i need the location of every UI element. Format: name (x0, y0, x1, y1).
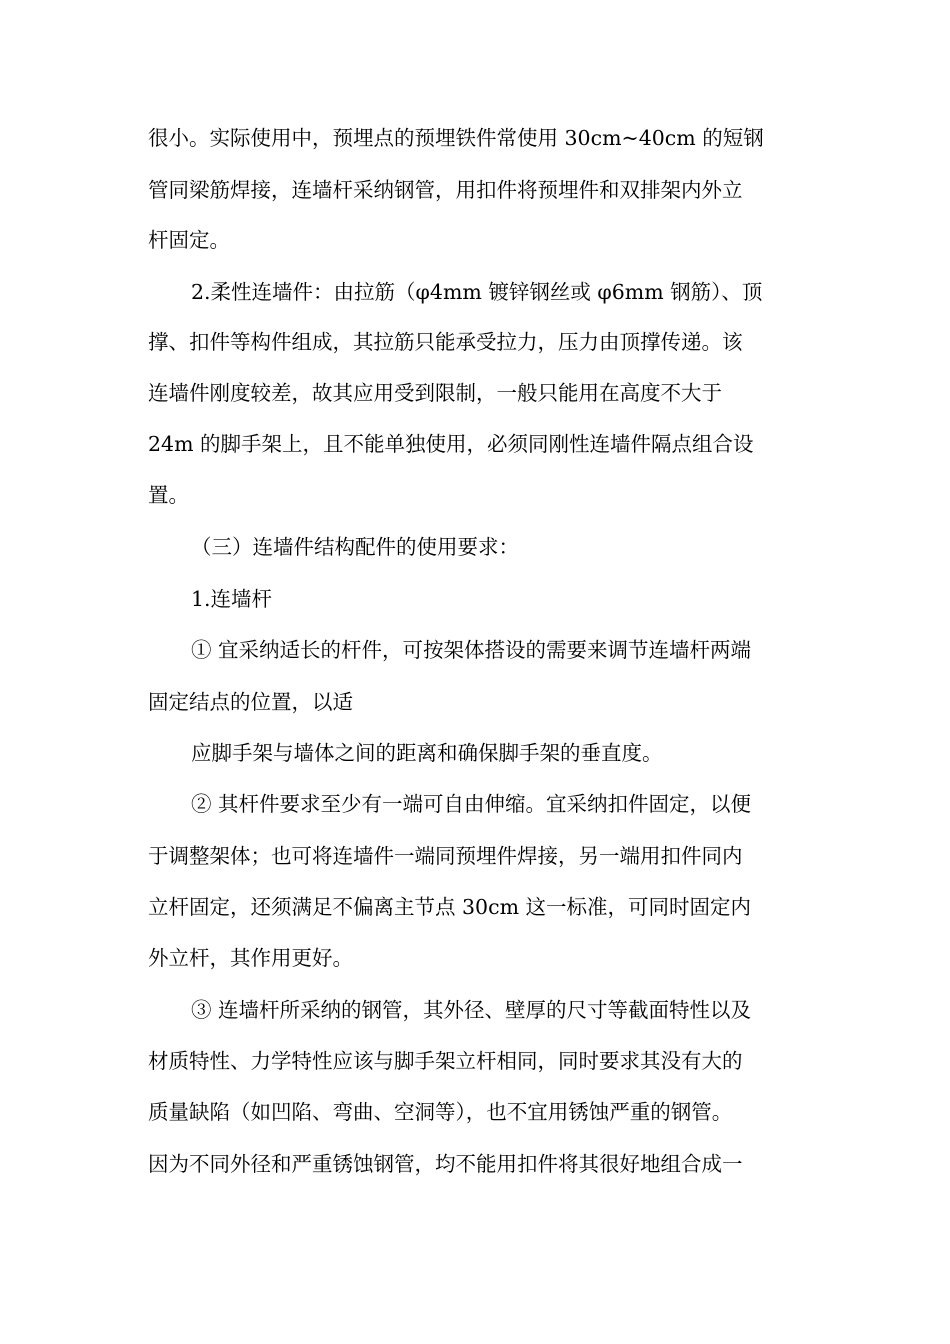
text-line: 质量缺陷（如凹陷、弯曲、空洞等），也不宜用锈蚀严重的钢管。 (148, 1100, 733, 1124)
section-heading: （三）连墙件结构配件的使用要求： (191, 535, 519, 559)
text-line: 杆固定。 (148, 228, 230, 252)
text-line: 置。 (148, 483, 189, 507)
subsection-heading: 1.连墙杆 (191, 587, 273, 611)
text-line: 外立杆，其作用更好。 (148, 946, 353, 970)
text-line: ① 宜采纳适长的杆件，可按架体搭设的需要来调节连墙杆两端 (191, 638, 752, 662)
text-line: 2.柔性连墙件：由拉筋（φ4mm 镀锌钢丝或 φ6mm 钢筋）、顶 (191, 280, 763, 304)
text-line: 24m 的脚手架上，且不能单独使用，必须同刚性连墙件隔点组合设 (148, 432, 754, 456)
text-line: 材质特性、力学特性应该与脚手架立杆相同，同时要求其没有大的 (148, 1049, 743, 1073)
text-line: 立杆固定，还须满足不偏离主节点 30cm 这一标准，可同时固定内 (148, 895, 752, 919)
text-line: ② 其杆件要求至少有一端可自由伸缩。宜采纳扣件固定，以便 (191, 792, 752, 816)
text-line: 应脚手架与墙体之间的距离和确保脚手架的垂直度。 (191, 741, 663, 765)
text-line: ③ 连墙杆所采纳的钢管，其外径、壁厚的尺寸等截面特性以及 (191, 998, 752, 1022)
text-line: 撑、扣件等构件组成，其拉筋只能承受拉力，压力由顶撑传递。该 (148, 330, 743, 354)
text-line: 管同梁筋焊接，连墙杆采纳钢管，用扣件将预埋件和双排架内外立 (148, 178, 743, 202)
text-line: 连墙件刚度较差，故其应用受到限制，一般只能用在高度不大于 (148, 381, 722, 405)
text-line: 固定结点的位置，以适 (148, 690, 353, 714)
text-line: 很小。实际使用中，预埋点的预埋铁件常使用 30cm~40cm 的短钢 (148, 126, 764, 150)
text-line: 因为不同外径和严重锈蚀钢管，均不能用扣件将其很好地组合成一 (148, 1152, 743, 1176)
text-line: 于调整架体；也可将连墙件一端同预埋件焊接，另一端用扣件同内 (148, 844, 743, 868)
